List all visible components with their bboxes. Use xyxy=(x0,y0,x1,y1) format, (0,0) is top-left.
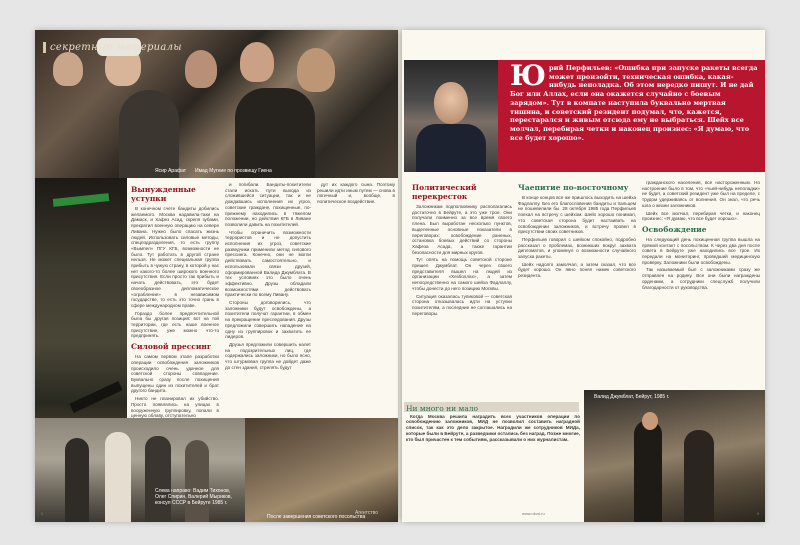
paragraph: дут их каждого сына. Поэтому решили идти иным путем — снова в логичный и, вообще, в политическое воздействие. xyxy=(317,182,395,205)
embassy-photo xyxy=(245,418,398,522)
paragraph: гражданского населения, все настороженным. Но настроение было в том, что «чьей-нибудь неполадки» не будет, а советский резидент уже был на пределе, с трудом удерживаясь от волнения. Он знал, что речь шла о жизни заложников. xyxy=(642,180,760,208)
right-column-1 xyxy=(412,180,512,400)
paragraph: Стороны договорились, что заложники будут освобождены, а похитители получат гарантии, в обмен на прекращение преследования. Друзы предложили совершить нападение на одну из группировок и захватить ее лидеров. xyxy=(225,300,311,340)
paragraph: Друзья предложили совершить налет на подозрительных лиц, где содержались заложники, но было ясно, что штурмовая группа не дойдет даже до стен здания, стрелять будут xyxy=(225,341,311,370)
caption-arafat: Ясир Арафат xyxy=(155,168,187,174)
group-photo xyxy=(35,418,245,522)
right-column-2 xyxy=(518,180,636,390)
bottom-text-block xyxy=(406,402,580,514)
paragraph: В конечном счете бандиты добились желаемого. Москва надавила-таки на Дамаск, и Хафез Асад, скрепя зубами, прекратил военную операцию на севере Ливана. Нужно было спасать жизнь людей. Использовать силовые методы, спецподразделения, то есть группу «Вымпел» ПГУ КГБ, возможности не было. Тут работать в другой стране нельзя. Не может специальная группа прибыть в чужую страну, в которой у нас нет какого-то более широкого военного присутствия. Если просто так прибыть и начать действовать, это будет своеобразное дипломатическое «ограбление» в независимом государстве, то есть это точно грань в сфере международном праве. xyxy=(131,206,219,308)
paragraph: Никто не планировал их убийство. Просто появлялись на улицах в вооруженную группировку, попали в ценную облаву, отступательно xyxy=(131,396,219,418)
right-column-3 xyxy=(642,180,760,386)
watermark: Агентство xyxy=(355,510,378,516)
section-label: секретные материалы xyxy=(43,42,182,53)
heading-crossroads: Политический перекресток xyxy=(412,183,477,201)
footer-url: www.nkvd.ru xyxy=(522,511,545,516)
paragraph: Перфильев говорил с шейхом спокойно, подробно рассказал о проблемах, возникших вокруг захвата дипломатов, и упомянул о возможности случайного запуска ракеты. xyxy=(518,236,636,260)
heading-release: Освобождение xyxy=(642,224,707,234)
paragraph: Так называемый был с заложниками сразу же отправлен на родину. Все они были награждены орденами, а сотрудники спецслужб получили благодарности от руководства. xyxy=(642,267,760,290)
lead-paragraph: Когда Москва решила наградить всех участников операции по освобождению заложников, МИД не позволил составить наградной список, так как это дело закрытое. Наградили же сотрудников МИДа, которые были в Бейруте, а разведчики остались без наград. Позже многие, кто был причастен к тем событиям, рассказывали о них журналистам. xyxy=(406,413,580,442)
paragraph: На самом первом этапе разработки операции освобождения заложников происходило очень удачное для советской стороны совпадение. Буквально сразу после похищения выпущены один из похитителей и брат другого бандита. xyxy=(131,354,219,394)
paragraph: Гораздо более предпочтительной была бы другая позиция: вот на той территории, где есть наше военное присутствие, уже можно что-то предпринять. xyxy=(131,310,219,339)
paragraph: Заложникам подполковнику располагались достаточно в Бейруте, а это уже трое. Они получали поименно за все время своего плена. Был выработан несколько пунктов, выделенные основные показатели в переговорах: освобождение раненых, остановка боевых действий со стороны Хафеза Асада, а также гарантии безопасности для мирных кругов. xyxy=(412,204,512,255)
right-page xyxy=(402,30,765,522)
heading-concessions: Вынужденные уступки xyxy=(131,185,196,203)
paragraph: В конце концов все же пришлось выходить на шейха Фадлаллу. Без его благословения бандиты и пальцем не пошевелили бы. 28 октября 1985 года Перфильев поехал на встречу с шейхом. Шейх хорошо понимал, что советская сторона будет настаивать на освобождении заложников, и встречу провел в присутствии своих советников. xyxy=(518,195,636,235)
green-headband xyxy=(53,193,110,207)
paragraph: и погибали. Бандиты-похитители стали искать пути выхода из сложившейся ситуации, так и не дождавшись исполнения их угроз, советские граждане, похищенные, по-прежнему находились в тяжелом положении, но действия КГБ в Ливане позволили давить на похитителей. xyxy=(225,182,311,227)
paragraph: Шейх надолго замолчал, а затем сказал, что все будет хорошо. Он явно понял намек советского резидента. xyxy=(518,261,636,279)
crowd-photo xyxy=(35,30,398,178)
paragraph: Тут опять на помощь советской стороне пришел Джумблат. Он через своего представителя вышел на людей из организации «Хезболлах», а затем непосредственно на самого шейха Фадлаллу, чтобы донести до него позицию Москвы. xyxy=(412,257,512,291)
left-column-3 xyxy=(317,182,395,414)
heading-tea: Чаепитие по-восточному xyxy=(518,183,629,192)
quote-body: рий Перфильев: «Ошибка при запуске ракеты всегда может произойти, техническая ошибка, какая-нибудь неполадка. Об этом нередко пишут. И не дай Бог или Аллах, если она окажется случайно с боевым зарядом». Тут в компате наступила буквально мертвая тишина, и советский резидент подумал, что, кажется, перестарался и живым отсюда ему не выбраться. Шейх все молчал, перебирая четки и наконец произнес: «Я думаю, что все будет хорошо». xyxy=(510,64,758,142)
paragraph: Чтобы ограничить возможности террористов и не допустить исполнения их угроз, советские разведчики применили метод силового прессинга. Конечно, они не могли действовать самостоятельно, и использовали связи друзей, сформированной Валида Джумблата. В тех условиях это было очень эффективно. Друзы обладали возможностями действовать практически по всему Ливану. xyxy=(225,229,311,298)
embassy-caption: После завершения советского посольства xyxy=(267,514,366,520)
jumblatt-caption: Валид Джумблат, Бейрут, 1985 г. xyxy=(594,394,670,400)
left-page xyxy=(35,30,398,522)
heading-not-much: Ни много ни мало xyxy=(406,404,479,413)
portrait-photo xyxy=(404,60,498,172)
group-photo-caption: Слева направо: Вадим Тихонов, Олег Спирин, Валерий Мыриков, консул СССР в Бейруте 1985 г. xyxy=(155,488,232,506)
left-column-2 xyxy=(225,182,311,414)
page-number-right: 9 xyxy=(756,511,759,516)
rifle-shape xyxy=(69,381,122,413)
paragraph: На следующий день похищенная группа вышла на прямой контакт с посольством. К через два дня после совета в Бейруте уже находились все трое. Их передали на мониторинг, проведший медицинскую проверку. Заложники были освобождены. xyxy=(642,236,760,265)
paragraph: Шейх все молчал, перебирая четки, и наконец произнес: «Я думаю, что все будет хорошо». xyxy=(642,210,760,222)
portrait-face xyxy=(434,82,468,124)
caption-mughniyeh: Имад Мугние по прозвищу Гиена xyxy=(195,168,272,174)
pull-quote xyxy=(510,59,760,142)
drop-cap: Ю xyxy=(510,59,547,92)
left-column-1 xyxy=(131,182,219,418)
page-number-left: 8 xyxy=(41,511,44,516)
jumblatt-photo xyxy=(584,390,765,522)
heading-pressure: Силовой прессинг xyxy=(131,342,212,352)
paragraph: Ситуация оказалась тупиковой — советская сторона отказывалась идти на уступки похитителям, а последние не соглашались на переговоры. xyxy=(412,293,512,316)
